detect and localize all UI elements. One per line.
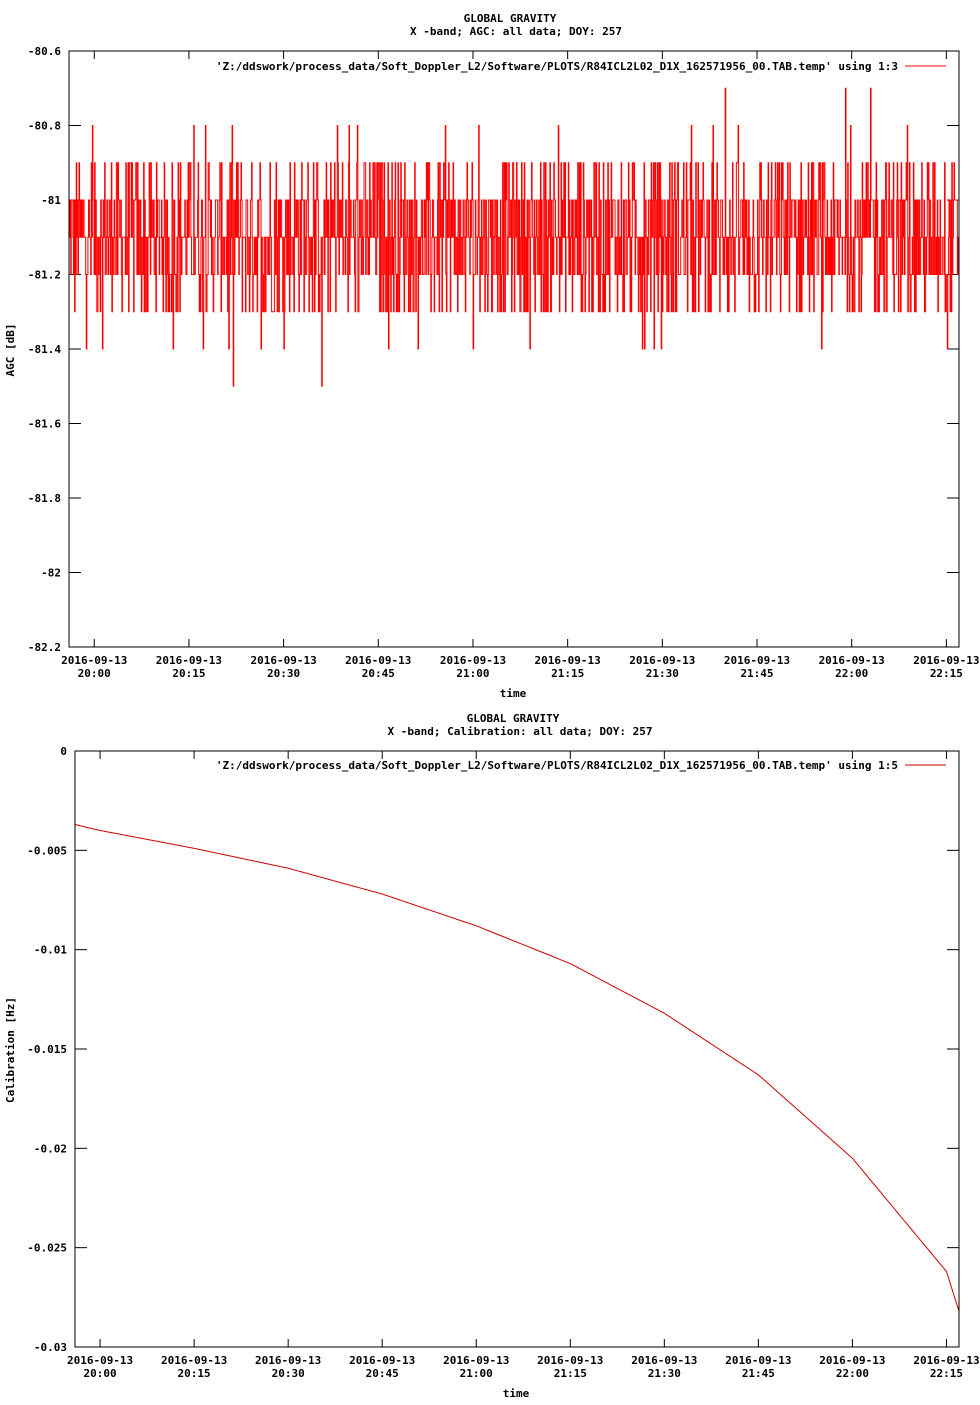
calibration-series — [75, 825, 959, 1312]
calibration-x-tick-date: 2016-09-13 — [161, 1354, 228, 1367]
calibration-y-tick-label: 0 — [60, 745, 67, 758]
calibration-y-tick-label: -0.03 — [33, 1341, 67, 1354]
calibration-plot-frame — [75, 751, 959, 1347]
agc-y-axis-label: AGC [dB] — [4, 323, 17, 377]
agc-series — [69, 88, 959, 386]
agc-x-tick-time: 20:00 — [77, 667, 111, 680]
calibration-chart-title: GLOBAL GRAVITY — [466, 712, 560, 725]
agc-x-tick-time: 22:00 — [835, 667, 869, 680]
agc-x-tick-time: 20:45 — [361, 667, 395, 680]
calibration-x-tick-time: 21:00 — [459, 1367, 493, 1380]
agc-y-tick-label: -81.4 — [27, 343, 61, 356]
agc-x-tick-date: 2016-09-13 — [913, 654, 980, 667]
calibration-x-tick-time: 22:00 — [835, 1367, 869, 1380]
calibration-x-tick-time: 22:15 — [929, 1367, 964, 1380]
calibration-x-tick-date: 2016-09-13 — [913, 1354, 980, 1367]
agc-x-tick-date: 2016-09-13 — [61, 654, 128, 667]
calibration-x-tick-time: 21:15 — [553, 1367, 587, 1380]
calibration-x-tick-date: 2016-09-13 — [255, 1354, 322, 1367]
calibration-x-tick-time: 20:30 — [271, 1367, 305, 1380]
agc-y-tick-label: -82.2 — [27, 641, 61, 654]
agc-x-tick-date: 2016-09-13 — [534, 654, 601, 667]
calibration-x-tick-time: 20:45 — [365, 1367, 399, 1380]
calibration-x-tick-date: 2016-09-13 — [66, 1354, 134, 1367]
calibration-y-tick-label: -0.02 — [33, 1142, 67, 1156]
calibration-y-ticks — [27, 745, 959, 1354]
agc-x-tick-time: 20:15 — [172, 667, 206, 680]
calibration-y-tick-label: -0.01 — [33, 943, 67, 957]
agc-x-tick-date: 2016-09-13 — [723, 654, 791, 667]
agc-chart-title: GLOBAL GRAVITY — [463, 12, 557, 25]
agc-x-axis-label: time — [499, 687, 527, 700]
agc-y-tick-label: -80.6 — [27, 45, 61, 58]
agc-x-tick-date: 2016-09-13 — [345, 654, 412, 667]
calibration-chart-subtitle: X -band; Calibration: all data; DOY: 257 — [387, 725, 653, 738]
agc-y-ticks — [28, 45, 959, 654]
agc-x-tick-date: 2016-09-13 — [155, 654, 223, 667]
agc-plot-frame — [69, 51, 959, 647]
calibration-chart — [4, 712, 980, 1400]
agc-y-tick-label: -80.8 — [27, 119, 61, 133]
agc-x-tick-date: 2016-09-13 — [439, 654, 507, 667]
agc-y-tick-label: -81 — [41, 194, 61, 207]
agc-y-tick-label: -81.8 — [27, 492, 61, 505]
calibration-x-tick-time: 20:00 — [83, 1367, 117, 1380]
calibration-x-tick-date: 2016-09-13 — [443, 1354, 510, 1367]
agc-x-tick-time: 21:30 — [645, 667, 679, 680]
calibration-x-tick-time: 21:30 — [647, 1367, 681, 1380]
calibration-x-tick-time: 21:45 — [741, 1367, 775, 1380]
agc-x-ticks — [61, 51, 979, 680]
agc-x-tick-time: 21:45 — [740, 667, 774, 680]
agc-x-tick-time: 21:15 — [551, 667, 585, 680]
calibration-y-axis-label: Calibration [Hz] — [4, 997, 17, 1103]
calibration-x-tick-time: 20:15 — [177, 1367, 211, 1380]
agc-x-tick-time: 21:00 — [456, 667, 490, 680]
calibration-x-ticks — [67, 751, 980, 1380]
agc-series-line — [69, 88, 959, 386]
calibration-x-tick-date: 2016-09-13 — [537, 1354, 604, 1367]
calibration-legend-label: 'Z:/ddswork/process_data/Soft_Doppler_L2/Software/PLOTS/R84ICL2L02_D1X_162571956_00.TAB.temp' using 1:5 — [215, 759, 898, 772]
agc-chart-subtitle: X -band; AGC: all data; DOY: 257 — [410, 25, 622, 38]
agc-y-tick-label: -81.2 — [27, 268, 61, 282]
calibration-y-tick-label: -0.015 — [27, 1043, 67, 1056]
calibration-y-tick-label: -0.025 — [27, 1241, 67, 1255]
agc-y-tick-label: -81.6 — [27, 417, 61, 431]
agc-x-tick-date: 2016-09-13 — [629, 654, 696, 667]
agc-legend-label: 'Z:/ddswork/process_data/Soft_Doppler_L2/Software/PLOTS/R84ICL2L02_D1X_162571956_00.TAB.temp' using 1:3 — [215, 60, 898, 73]
calibration-x-tick-date: 2016-09-13 — [725, 1354, 792, 1367]
agc-x-tick-date: 2016-09-13 — [818, 654, 885, 667]
calibration-x-tick-date: 2016-09-13 — [349, 1354, 416, 1367]
calibration-series-line — [75, 825, 959, 1312]
agc-x-tick-time: 20:30 — [267, 667, 301, 680]
agc-x-tick-time: 22:15 — [929, 667, 963, 680]
agc-chart — [4, 12, 979, 700]
agc-y-tick-label: -82 — [41, 566, 61, 580]
calibration-y-tick-label: -0.005 — [27, 844, 67, 858]
calibration-x-tick-date: 2016-09-13 — [631, 1354, 698, 1367]
calibration-x-tick-date: 2016-09-13 — [819, 1354, 886, 1367]
agc-x-tick-date: 2016-09-13 — [250, 654, 317, 667]
calibration-x-axis-label: time — [502, 1387, 530, 1400]
